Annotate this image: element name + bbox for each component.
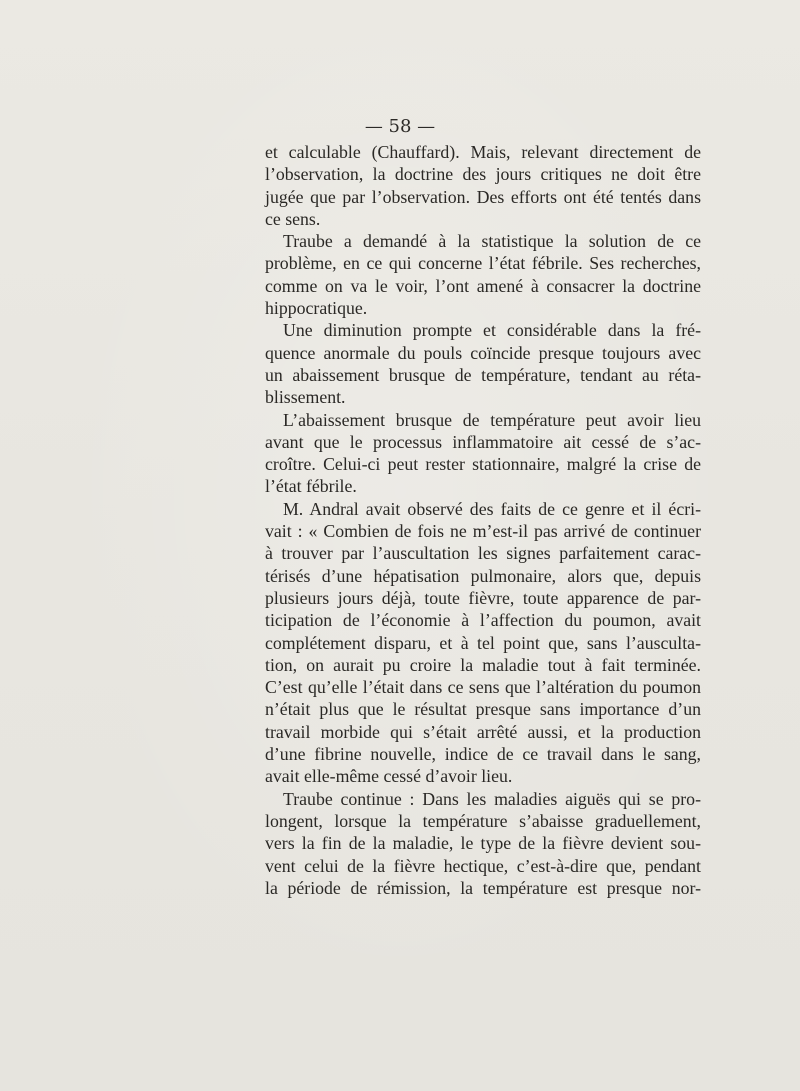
paragraph bbox=[265, 498, 701, 788]
text-line: problème, en ce qui concerne l’état fébrile. Ses recherches, bbox=[265, 253, 701, 274]
text-line: jugée que par l’observation. Des efforts ont été tentés dans bbox=[265, 186, 701, 207]
text-line: hippocratique. bbox=[265, 298, 368, 319]
text-line: l’état fébrile. bbox=[265, 476, 357, 497]
paragraph bbox=[265, 141, 701, 230]
text-line: ticipation de l’économie à l’affection du poumon, avait bbox=[265, 610, 701, 631]
text-line: travail morbide qui s’était arrêté aussi, et la production bbox=[265, 721, 701, 742]
text-line: Traube a demandé à la statistique la solution de ce bbox=[283, 231, 701, 252]
text-line: blissement. bbox=[265, 387, 346, 408]
text-line: quence anormale du pouls coïncide presque toujours avec bbox=[265, 342, 701, 363]
text-line: avait elle-même cessé d’avoir lieu. bbox=[265, 766, 513, 787]
text-line: vers la fin de la maladie, le type de la fièvre devient sou- bbox=[265, 833, 701, 854]
paragraph bbox=[265, 230, 701, 319]
text-line: la période de rémission, la température est presque nor- bbox=[265, 877, 701, 898]
paragraph bbox=[265, 788, 701, 899]
text-line: d’une fibrine nouvelle, indice de ce travail dans le sang, bbox=[265, 744, 701, 765]
text-line: ce sens. bbox=[265, 208, 321, 229]
text-line: Traube continue : Dans les maladies aiguës qui se pro- bbox=[283, 788, 701, 809]
text-line: vait : « Combien de fois ne m’est-il pas arrivé de continuer bbox=[265, 521, 701, 542]
text-line: à trouver par l’auscultation les signes parfaitement carac- bbox=[265, 543, 701, 564]
paragraph bbox=[265, 409, 701, 498]
body-text bbox=[265, 141, 701, 899]
text-line: térisés d’une hépatisation pulmonaire, alors que, depuis bbox=[265, 565, 701, 586]
text-line: n’était plus que le résultat presque sans importance d’un bbox=[265, 699, 701, 720]
text-line: avant que le processus inflammatoire ait cessé de s’ac- bbox=[265, 431, 701, 452]
text-line: vent celui de la fièvre hectique, c’est-à-dire que, pendant bbox=[265, 855, 701, 876]
text-line: et calculable (Chauffard). Mais, relevant directement de bbox=[265, 142, 701, 162]
text-line: comme on va le voir, l’ont amené à consacrer la doctrine bbox=[265, 275, 701, 296]
text-line: tion, on aurait pu croire la maladie tout à fait terminée. bbox=[265, 654, 701, 675]
text-line: complétement disparu, et à tel point que, sans l’ausculta- bbox=[265, 632, 701, 653]
text-line: longent, lorsque la température s’abaisse graduellement, bbox=[265, 810, 701, 831]
text-line: l’observation, la doctrine des jours critiques ne doit être bbox=[265, 164, 701, 185]
text-line: plusieurs jours déjà, toute fièvre, toute apparence de par- bbox=[265, 587, 701, 608]
paragraph bbox=[265, 319, 701, 408]
text-line: croître. Celui-ci peut rester stationnaire, malgré la crise de bbox=[265, 454, 701, 475]
text-line: L’abaissement brusque de température peut avoir lieu bbox=[283, 409, 701, 430]
text-line: M. Andral avait observé des faits de ce genre et il écri- bbox=[283, 498, 701, 519]
text-line: Une diminution prompte et considérable dans la fré- bbox=[283, 320, 701, 341]
page-number: — 58 — bbox=[364, 116, 436, 137]
text-line: un abaissement brusque de température, tendant au réta- bbox=[265, 364, 701, 385]
text-line: C’est qu’elle l’était dans ce sens que l’altération du poumon bbox=[265, 677, 701, 698]
